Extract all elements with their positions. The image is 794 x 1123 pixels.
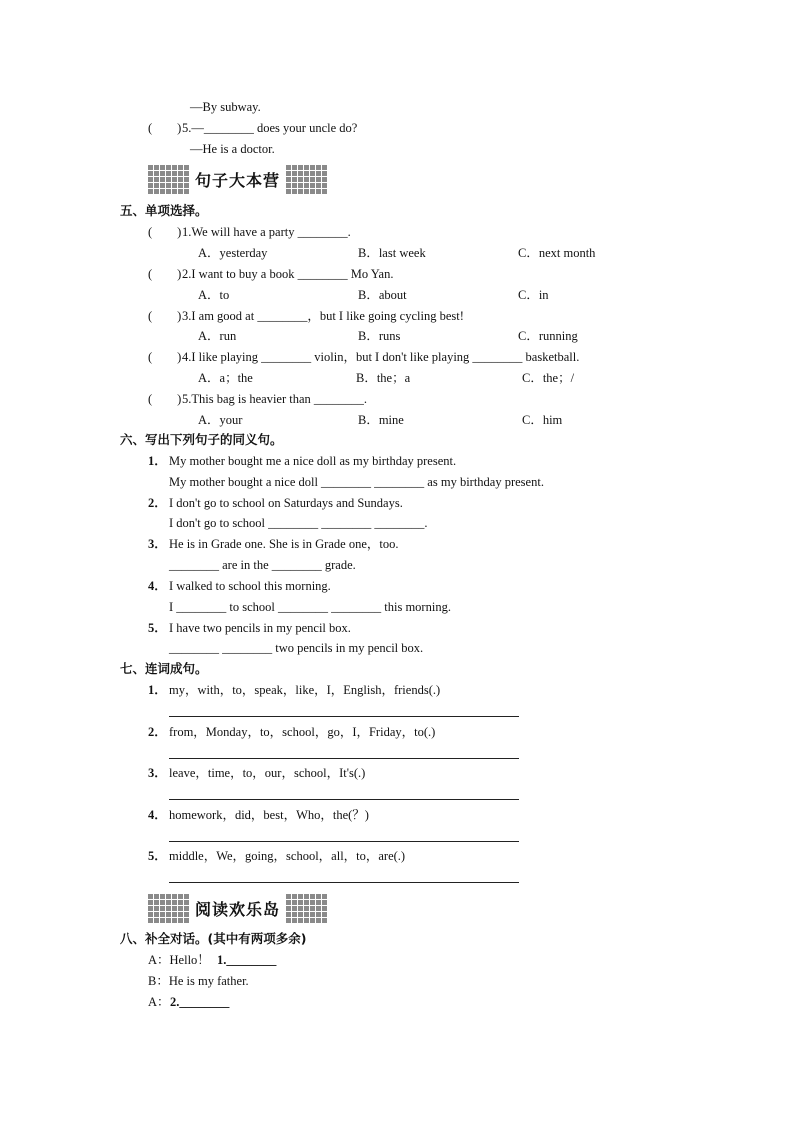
section-banner (148, 163, 327, 195)
option-b: B．mine (358, 413, 404, 427)
source-sentence: My mother bought me a nice doll as my birthday present. (169, 454, 457, 468)
dot-pattern-icon (148, 165, 189, 194)
source-sentence: He is in Grade one. She is in Grade one，too. (169, 537, 399, 551)
section-title: 八、补全对话。(其中有两项多余) (120, 931, 307, 946)
item-number: 3． (148, 766, 167, 780)
item-number: 4． (148, 808, 167, 822)
option-b: B．about (358, 288, 407, 302)
word-list: leave，time，to，our，school，It's(.) (169, 766, 366, 780)
word-list: my，with，to，speak，like，I，English，friends(.) (169, 683, 441, 697)
option-b: B．last week (358, 246, 426, 260)
dialogue-blank[interactable]: 2.________ (170, 995, 230, 1009)
option-a: A．run (198, 329, 237, 343)
option-a: A．yesterday (198, 246, 268, 260)
question-text: 5.This bag is heavier than ________. (182, 392, 368, 406)
source-sentence: I walked to school this morning. (169, 579, 331, 593)
section-banner (148, 892, 327, 924)
answer-paren[interactable]: ( ) (148, 121, 182, 135)
word-list: from，Monday，to，school，go，I，Friday，to(.) (169, 725, 436, 739)
option-a: A．your (198, 413, 243, 427)
item-number: 1． (148, 683, 167, 697)
option-c: C．him (522, 413, 563, 427)
section-title: 五、单项选择。 (120, 203, 208, 218)
answer-paren[interactable]: ( ) (148, 392, 182, 406)
dot-pattern-icon (286, 165, 327, 194)
question-text: 1.We will have a party ________. (182, 225, 351, 239)
answer-paren[interactable]: ( ) (148, 267, 182, 281)
dialogue-speaker: A： (148, 995, 170, 1009)
question-text: 3.I am good at ________，but I like going cycling best! (182, 309, 464, 323)
item-number: 2． (148, 496, 167, 510)
option-c: C．next month (518, 246, 596, 260)
source-sentence: I don't go to school on Saturdays and Sundays. (169, 496, 403, 510)
answer-paren[interactable]: ( ) (148, 225, 182, 239)
item-number: 1． (148, 454, 167, 468)
option-c: C．running (518, 329, 578, 343)
rewrite-sentence[interactable]: I don't go to school ________ ________ ________. (169, 516, 428, 530)
option-a: A．a；the (198, 371, 253, 385)
option-b: B．runs (358, 329, 401, 343)
answer-line: —By subway. (190, 100, 261, 114)
dot-pattern-icon (286, 894, 327, 923)
answer-paren[interactable]: ( ) (148, 309, 182, 323)
answer-line[interactable] (169, 882, 519, 883)
banner-title: 句子大本营 (195, 170, 281, 190)
dialogue-speaker: A：Hello！ (148, 953, 210, 967)
dialogue-line: B：He is my father. (148, 974, 249, 988)
source-sentence: I have two pencils in my pencil box. (169, 621, 351, 635)
item-number: 4． (148, 579, 167, 593)
rewrite-sentence[interactable]: My mother bought a nice doll ________ ________ as my birthday present. (169, 475, 544, 489)
word-list: middle，We，going，school，all，to，are(.) (169, 849, 406, 863)
option-a: A．to (198, 288, 230, 302)
section-title: 七、连词成句。 (120, 661, 208, 676)
option-b: B．the；a (356, 371, 411, 385)
answer-line[interactable] (169, 716, 519, 717)
rewrite-sentence[interactable]: ________ are in the ________ grade. (169, 558, 356, 572)
section-title: 六、写出下列句子的同义句。 (120, 432, 283, 447)
question-text: 4.I like playing ________ violin，but I don't like playing ________ basketball. (182, 350, 580, 364)
answer-line[interactable] (169, 799, 519, 800)
answer-paren[interactable]: ( ) (148, 350, 182, 364)
answer-line[interactable] (169, 758, 519, 759)
banner-title: 阅读欢乐岛 (195, 899, 281, 919)
item-number: 5． (148, 621, 167, 635)
answer-line[interactable] (169, 841, 519, 842)
rewrite-sentence[interactable]: I ________ to school ________ ________ this morning. (169, 600, 451, 614)
option-c: C．in (518, 288, 549, 302)
item-number: 3． (148, 537, 167, 551)
item-number: 2． (148, 725, 167, 739)
question-text: 2.I want to buy a book ________ Mo Yan. (182, 267, 394, 281)
answer-line: —He is a doctor. (190, 142, 275, 156)
question-text: 5.—________ does your uncle do? (182, 121, 358, 135)
rewrite-sentence[interactable]: ________ ________ two pencils in my pencil box. (169, 641, 424, 655)
dot-pattern-icon (148, 894, 189, 923)
item-number: 5． (148, 849, 167, 863)
word-list: homework，did，best，Who，the(？) (169, 808, 369, 822)
option-c: C．the；/ (522, 371, 575, 385)
dialogue-blank[interactable]: 1.________ (217, 953, 277, 967)
